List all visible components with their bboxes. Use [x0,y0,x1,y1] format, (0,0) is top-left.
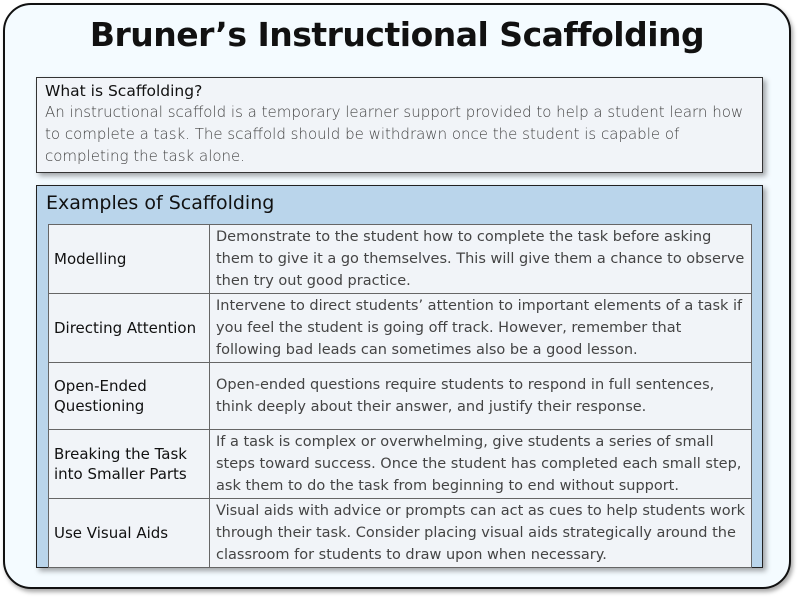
page-title: Bruner’s Instructional Scaffolding [89,15,705,54]
row-label: Modelling [49,225,210,294]
row-description: Open-ended questions require students to respond in full sentences, think deeply about their answer, and justify their response. [210,363,752,430]
table-row [49,499,752,568]
row-description: Intervene to direct students’ attention to important elements of a task if you feel the student is going off track. However, remember that following bad leads can sometimes also be a good lesson. [210,294,752,363]
examples-box [36,185,763,568]
table-row [49,294,752,363]
examples-heading: Examples of Scaffolding [46,192,275,214]
row-label: Open-Ended Questioning [49,363,210,430]
poster-frame [3,3,791,589]
table-row [49,430,752,499]
row-label: Directing Attention [49,294,210,363]
row-label: Breaking the Task into Smaller Parts [49,430,210,499]
row-label: Use Visual Aids [49,499,210,568]
examples-table [48,224,752,568]
row-description: Demonstrate to the student how to complete the task before asking them to give it a go themselves. This will give them a chance to observe then try out good practice. [210,225,752,294]
row-description: If a task is complex or overwhelming, give students a series of small steps toward success. Once the student has completed each small step, ask them to do the task from beginning to end without support. [210,430,752,499]
intro-text: An instructional scaffold is a temporary learner support provided to help a student learn how to complete a task. The scaffold should be withdrawn once the student is capable of completing the task alone. [45,103,744,165]
what-is-scaffolding-box [36,77,763,173]
row-description: Visual aids with advice or prompts can act as cues to help students work through their task. Consider placing visual aids strategically around the classroom for students to draw upon when necessary. [210,499,752,568]
table-row [49,363,752,430]
table-row [49,225,752,294]
intro-heading: What is Scaffolding? [45,82,203,100]
